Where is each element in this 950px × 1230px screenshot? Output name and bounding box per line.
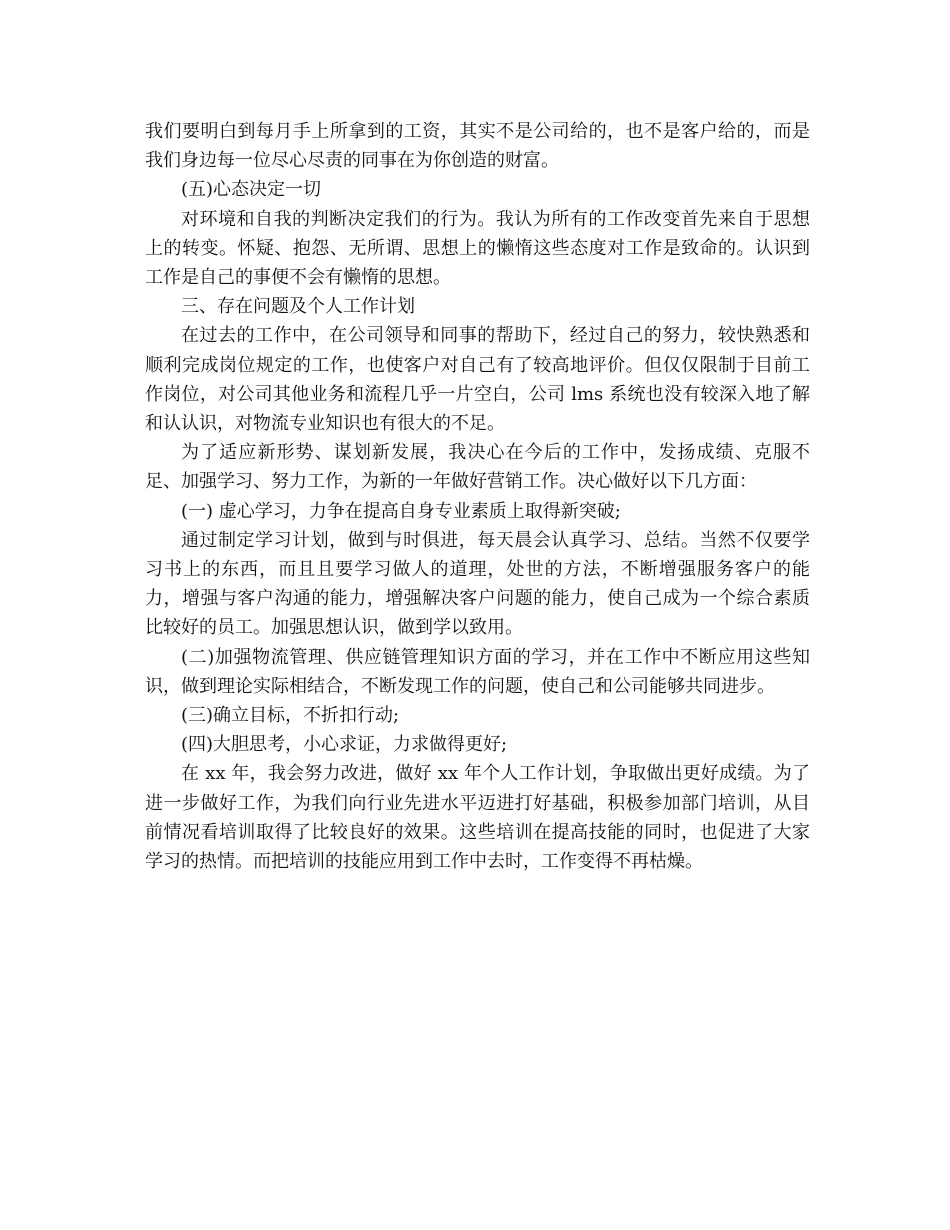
paragraph: 在过去的工作中，在公司领导和同事的帮助下，经过自己的努力，较快熟悉和顺利完成岗位规定的工作，也使客户对自己有了较高地评价。但仅仅限制于目前工作岗位，对公司其他业务和流程几乎一片空白，公司 lms 系统也没有较深入地了解和认认识，对物流专业知识也有很大的不足。	[145, 325, 810, 435]
paragraph: (二)加强物流管理、供应链管理知识方面的学习，并在工作中不断应用这些知识，做到理论实际相结合，不断发现工作的问题，使自己和公司能够共同进步。	[145, 646, 810, 697]
paragraph: 对环境和自我的判断决定我们的行为。我认为所有的工作改变首先来自于思想上的转变。怀疑、抱怨、无所谓、思想上的懒惰这些态度对工作是致命的。认识到工作是自己的事便不会有懒惰的思想。	[145, 208, 810, 289]
document-body	[145, 117, 810, 876]
paragraph: 通过制定学习计划，做到与时俱进，每天晨会认真学习、总结。当然不仅要学习书上的东西，而且且要学习做人的道理，处世的方法，不断增强服务客户的能力，增强与客户沟通的能力，增强解决客户问题的能力，使自己成为一个综合素质比较好的员工。加强思想认识，做到学以致用。	[145, 529, 810, 639]
section-heading-5: (五)心态决定一切	[181, 179, 322, 201]
paragraph: 在 xx 年，我会努力改进，做好 xx 年个人工作计划，争取做出更好成绩。为了进一步做好工作，为我们向行业先进水平迈进打好基础，积极参加部门培训，从目前情况看培训取得了比较良好的效果。这些培训在提高技能的同时，也促进了大家学习的热情。而把培训的技能应用到工作中去时，工作变得不再枯燥。	[145, 763, 810, 873]
section-heading-3: 三、存在问题及个人工作计划	[181, 296, 415, 318]
paragraph: 为了适应新形势、谋划新发展，我决心在今后的工作中，发扬成绩、克服不足、加强学习、努力工作，为新的一年做好营销工作。决心做好以下几方面：	[145, 442, 810, 493]
subsection-heading-1: (一) 虚心学习，力争在提高自身专业素质上取得新突破;	[181, 500, 621, 522]
subsection-heading-3: (三)确立目标，不折扣行动;	[181, 705, 400, 727]
paragraph-continued: 我们要明白到每月手上所拿到的工资，其实不是公司给的，也不是客户给的，而是我们身边每一位尽心尽责的同事在为你创造的财富。	[145, 121, 810, 172]
subsection-heading-4: (四)大胆思考，小心求证，力求做得更好;	[181, 734, 508, 756]
